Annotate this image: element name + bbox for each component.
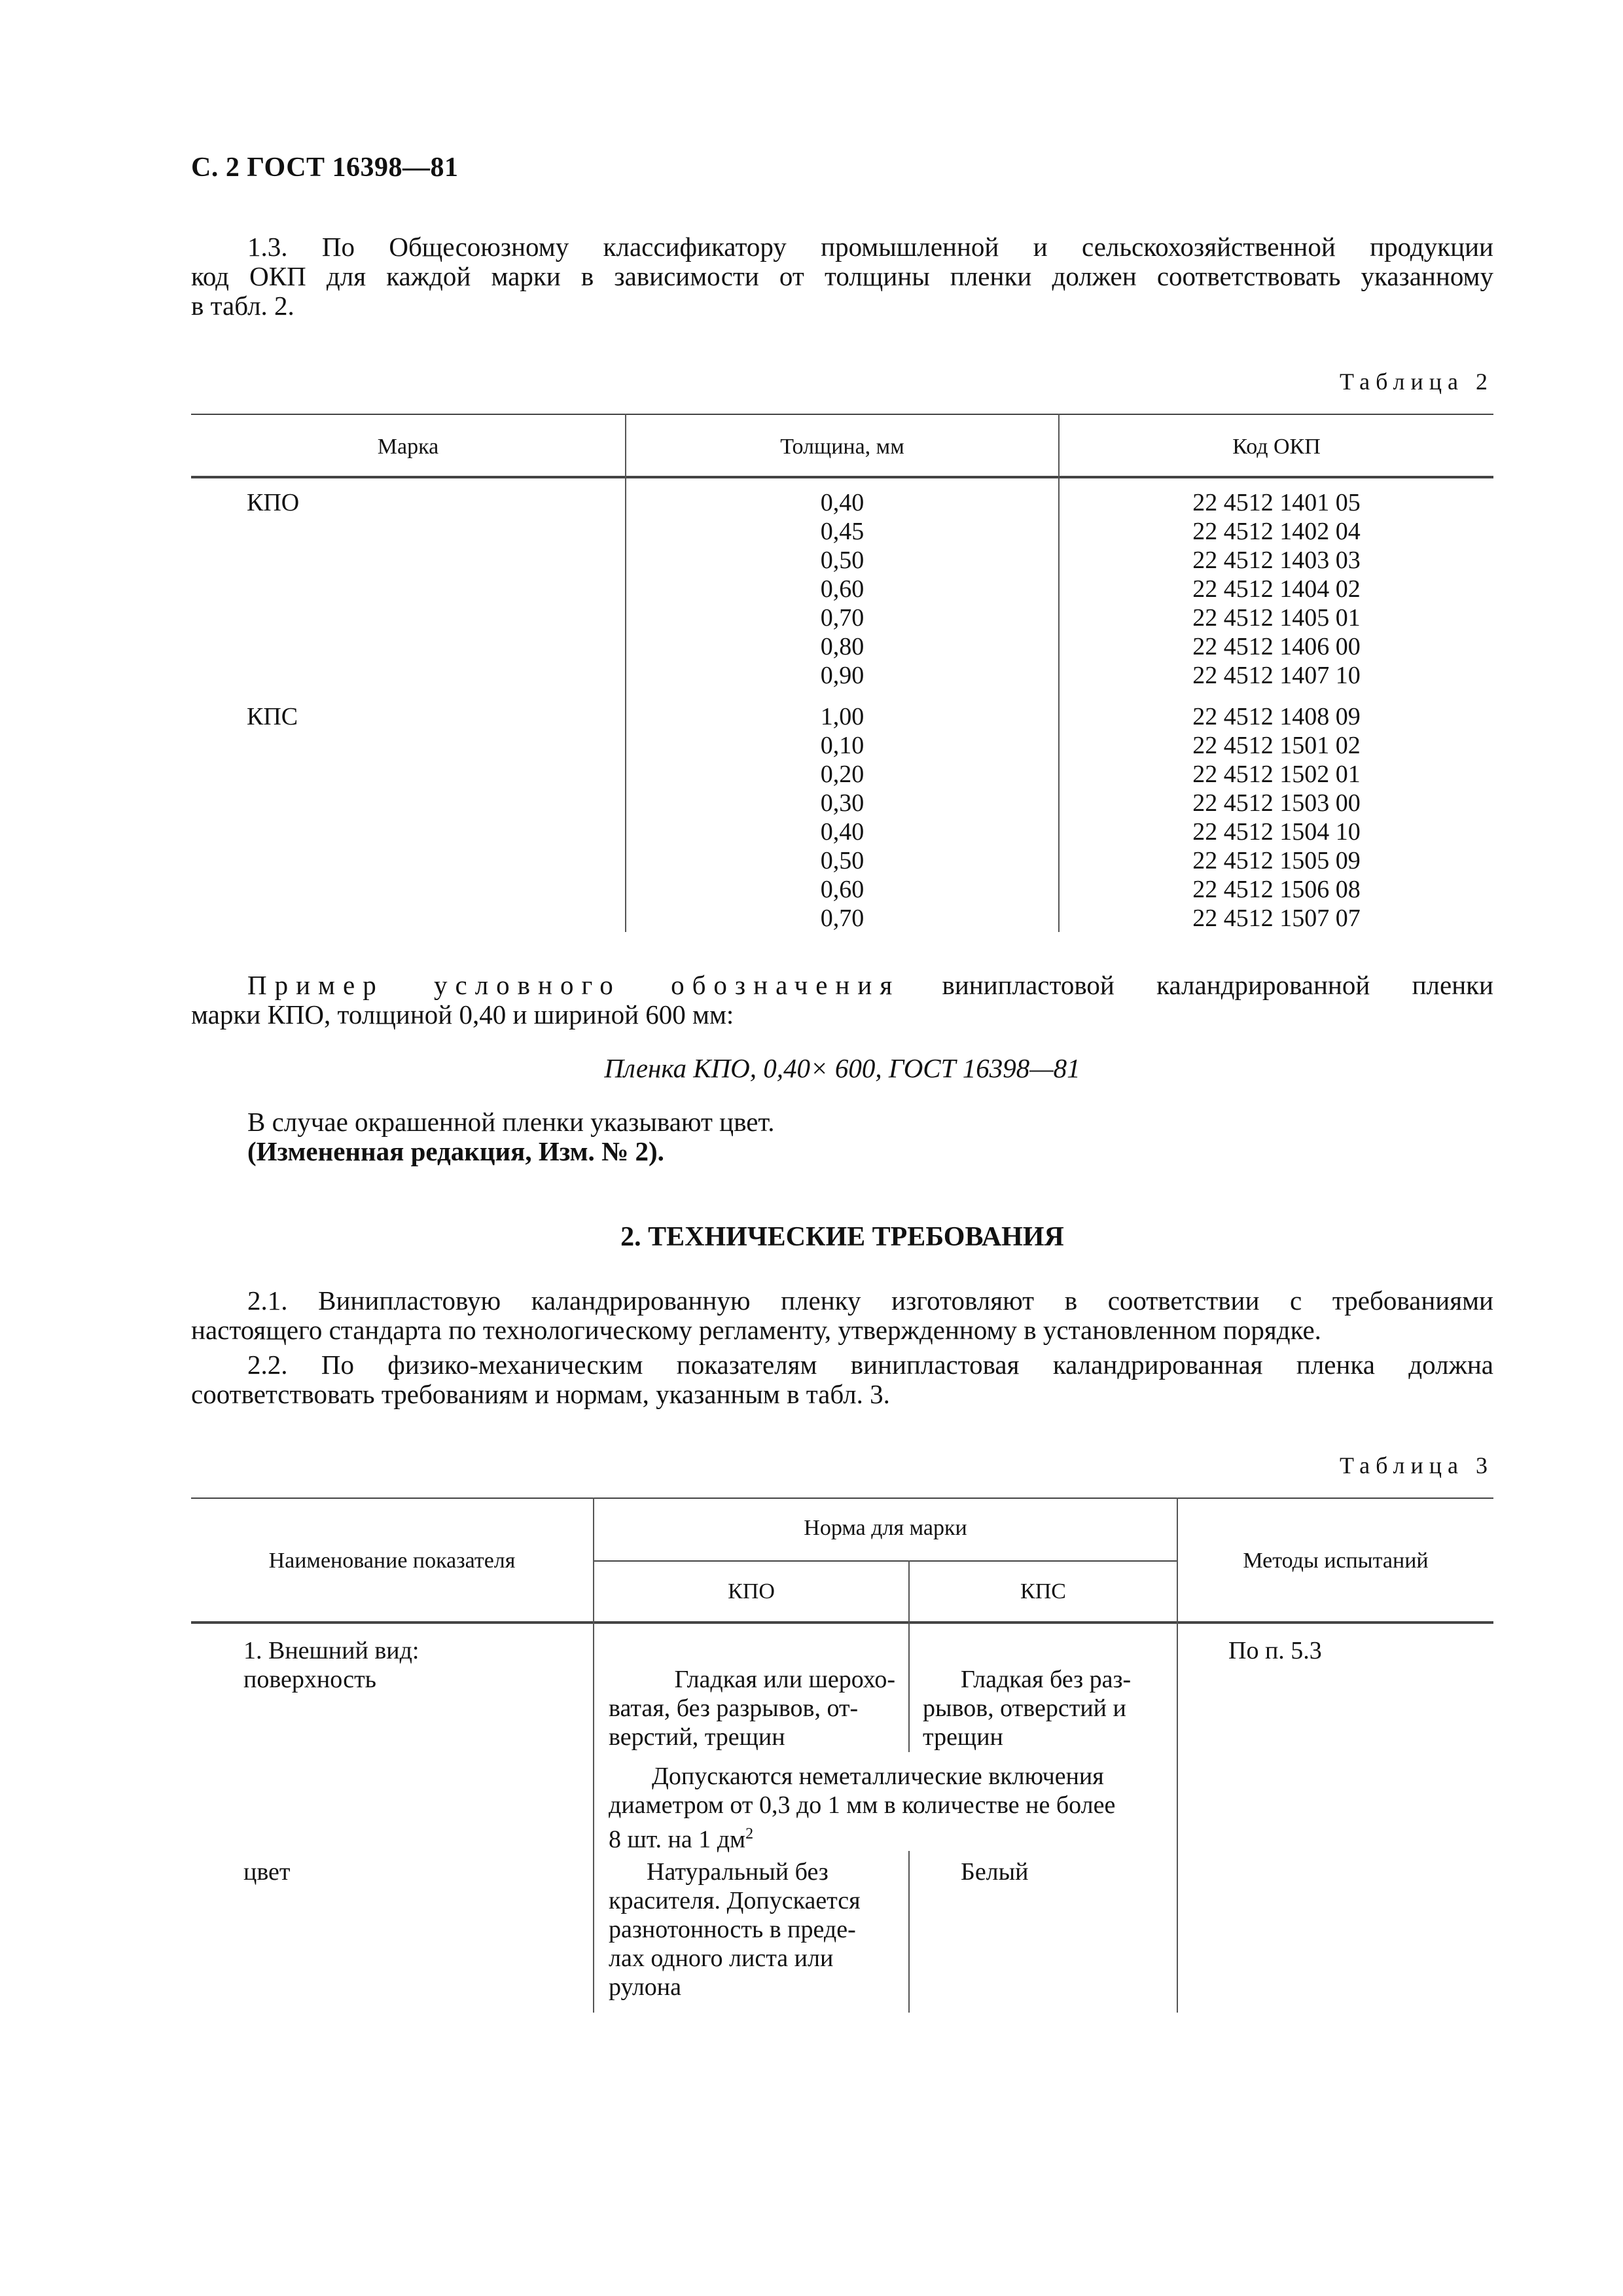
kps-surface-line: рывов, отверстий и [923,1695,1126,1722]
thickness-value: 0,80 [820,633,865,660]
thickness-value: 0,40 [820,818,865,846]
okp-code: 22 4512 1506 08 [1192,876,1361,903]
kps-surface-line: трещин [923,1723,1003,1751]
section-2-title: 2. ТЕХНИЧЕСКИЕ ТРЕБОВАНИЯ [620,1222,1064,1252]
table3-header-norm: Норма для марки [804,1516,967,1540]
row1-subtitle: поверхность [243,1666,377,1693]
thickness-value: 0,70 [820,905,865,932]
thickness-value: 0,60 [820,876,865,903]
table3-header-kps: КПС [1020,1579,1066,1604]
table3-top-rule [191,1498,1493,1499]
table2-mark-kpo: КПО [247,489,300,516]
thickness-value: 0,50 [820,547,865,574]
okp-code: 22 4512 1402 04 [1192,518,1361,545]
table2-header-rule [191,476,1493,478]
kpo-color-line: разнотонность в преде- [609,1916,856,1943]
kpo-color-line: рулона [609,1973,681,2001]
designation-formula: Пленка КПО, 0,40× 600, ГОСТ 16398—81 [604,1053,1080,1083]
paragraph-1-3 [191,232,1493,321]
okp-code: 22 4512 1406 00 [1192,633,1361,660]
table2-top-rule [191,414,1493,415]
table3-row1-name [243,1636,419,1694]
common-note-line-3 [609,1820,1165,1854]
table3-row1-method: По п. 5.3 [1228,1637,1322,1664]
table3-row2-kps: Белый [961,1858,1029,1886]
table3-row2-name: цвет [243,1858,291,1886]
superscript: 2 [745,1825,754,1842]
paragraph-2-1 [191,1286,1493,1345]
okp-code: 22 4512 1407 10 [1192,662,1361,689]
okp-code: 22 4512 1403 03 [1192,547,1361,574]
thickness-value: 0,90 [820,662,865,689]
table3-divider-name [593,1498,594,2013]
table3-row1-common [609,1762,1165,1854]
thickness-value: 1,00 [820,703,865,730]
common-note-text: 8 шт. на 1 дм [609,1825,746,1854]
thickness-value: 0,45 [820,518,865,545]
kpo-surface-line: Гладкая или шерохо- [674,1666,895,1693]
table2-codes-kpo [1060,488,1493,690]
thickness-value: 0,30 [820,789,865,817]
okp-code: 22 4512 1404 02 [1192,575,1361,603]
table3-header-methods: Методы испытаний [1243,1549,1429,1573]
table2-mark-kps: КПС [247,703,298,730]
row1-title: 1. Внешний вид: [243,1637,419,1664]
table2-caption: Таблица 2 [1340,368,1493,395]
okp-code: 22 4512 1505 09 [1192,847,1361,874]
thickness-value: 0,20 [820,761,865,788]
kpo-surface-line: ватая, без разрывов, от- [609,1695,859,1722]
kpo-color-line: красителя. Допускается [609,1887,861,1914]
thickness-value: 0,10 [820,732,865,759]
example-spaced-label: Пример условного обозначения [247,970,901,1000]
table3-divider-kpo-kps-2 [908,1851,910,2013]
p13-line-1: 1.3. По Общесоюзному классификатору промышленной и сельскохозяйственной продукции [247,232,1493,262]
example-line-1 [191,971,1493,1000]
p22-line-2: соответствовать требованиям и нормам, указанным в табл. 3. [191,1379,890,1409]
okp-code: 22 4512 1401 05 [1192,489,1361,516]
table3-header-name: Наименование показателя [268,1549,516,1573]
kpo-color-line: Натуральный без [647,1858,829,1886]
table2-header-code: Код ОКП [1232,435,1321,459]
table3-subheader-rule [593,1560,1177,1562]
okp-code: 22 4512 1502 01 [1192,761,1361,788]
okp-code: 22 4512 1503 00 [1192,789,1361,817]
example-rest: винипластовой каландрированной пленки [900,970,1493,1000]
colored-note: В случае окрашенной пленки указывают цвет. [247,1107,775,1137]
thickness-value: 0,50 [820,847,865,874]
thickness-value: 0,70 [820,604,865,632]
table2-thickness-kpo [626,488,1058,690]
table3-row1-kps [923,1665,1165,1751]
page-header: С. 2 ГОСТ 16398—81 [191,152,459,183]
p13-line-2: код ОКП для каждой марки в зависимости от толщины пленки должен соответствовать указанному [191,261,1493,291]
table3-header-rule [191,1621,1493,1624]
example-line-2: марки КПО, толщиной 0,40 и шириной 600 мм: [191,999,734,1030]
p21-line-1: 2.1. Винипластовую каландрированную пленку изготовляют в соответствии с требованиями [247,1285,1493,1316]
table3-divider-methods [1177,1498,1178,2013]
table3-row1-kpo [609,1665,895,1751]
okp-code: 22 4512 1507 07 [1192,905,1361,932]
p22-line-1: 2.2. По физико-механическим показателям винипластовая каландрированная пленка должна [247,1350,1493,1380]
paragraph-2-2 [191,1350,1493,1409]
kps-surface-line: Гладкая без раз- [961,1666,1132,1693]
okp-code: 22 4512 1504 10 [1192,818,1361,846]
table3-caption: Таблица 3 [1340,1452,1493,1479]
thickness-value: 0,60 [820,575,865,603]
kpo-surface-line: верстий, трещин [609,1723,785,1751]
kpo-color-line: лах одного листа или [609,1945,834,1972]
table3-row2-kpo [609,1857,895,2001]
p13-line-3: в табл. 2. [191,291,294,321]
okp-code: 22 4512 1501 02 [1192,732,1361,759]
p21-line-2: настоящего стандарта по технологическому регламенту, утвержденному в установленном порядке. [191,1315,1321,1345]
table3-header-kpo: КПО [728,1579,775,1604]
okp-code: 22 4512 1405 01 [1192,604,1361,632]
table2-thickness-kps [626,702,1058,933]
amendment-note: (Измененная редакция, Изм. № 2). [247,1136,664,1166]
example-designation [191,971,1493,1030]
okp-code: 22 4512 1408 09 [1192,703,1361,730]
colored-note-block [191,1107,1493,1166]
table2-header-mark: Марка [377,435,439,459]
common-note-line: Допускаются неметаллические включения [652,1763,1104,1790]
common-note-line: диаметром от 0,3 до 1 мм в количестве не более [609,1791,1116,1819]
table2-codes-kps [1060,702,1493,933]
thickness-value: 0,40 [820,489,865,516]
table2-header-thickness: Толщина, мм [780,435,904,459]
